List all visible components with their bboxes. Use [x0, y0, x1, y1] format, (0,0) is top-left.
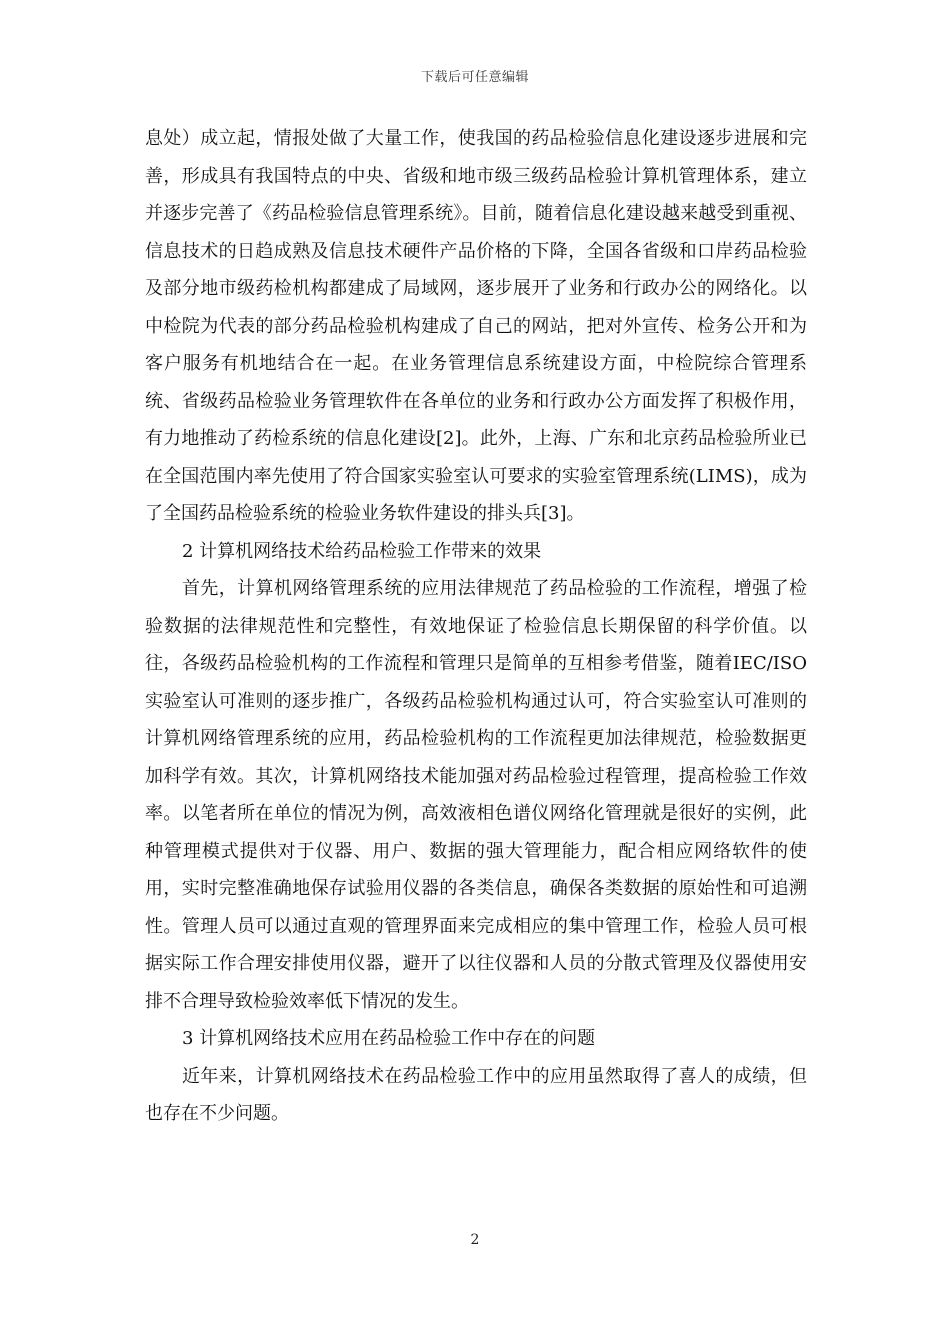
page-header: 下载后可任意编辑: [420, 70, 529, 85]
section-heading-3: 3 计算机网络技术应用在药品检验工作中存在的问题: [182, 1028, 596, 1049]
document-body: [145, 120, 807, 1133]
section-heading-2: 2 计算机网络技术给药品检验工作带来的效果: [182, 540, 542, 562]
page-number: 2: [470, 1232, 480, 1248]
paragraph-section-2: 首先，计算机网络管理系统的应用法律规范了药品检验的工作流程，增强了检验数据的法律规范性和完整性，有效地保证了检验信息长期保留的科学价值。以往，各级药品检验机构的工作流程和管理只是简单的互相参考借鉴，随着IEC/ISO实验室认可准则的逐步推广，各级药品检验机构通过认可，符合实验室认可准则的计算机网络管理系统的应用，药品检验机构的工作流程更加法律规范，检验数据更加科学有效。其次，计算机网络技术能加强对药品检验过程管理，提高检验工作效率。以笔者所在单位的情况为例，高效液相色谱仪网络化管理就是很好的实例，此种管理模式提供对于仪器、用户、数据的强大管理能力，配合相应网络软件的使用，实时完整准确地保存试验用仪器的各类信息，确保各类数据的原始性和可追溯性。管理人员可以通过直观的管理界面来完成相应的集中管理工作，检验人员可根据实际工作合理安排使用仪器，避开了以往仪器和人员的分散式管理及仪器使用安排不合理导致检验效率低下情况的发生。: [145, 578, 807, 1012]
paragraph-section-3: 近年来，计算机网络技术在药品检验工作中的应用虽然取得了喜人的成绩，但也存在不少问题。: [145, 1065, 807, 1124]
paragraph-continued: 息处）成立起，情报处做了大量工作，使我国的药品检验信息化建设逐步进展和完善，形成具有我国特点的中央、省级和地市级三级药品检验计算机管理体系，建立并逐步完善了《药品检验信息管理系统》。目前，随着信息化建设越来越受到重视、信息技术的日趋成熟及信息技术硬件产品价格的下降，全国各省级和口岸药品检验及部分地市级药检机构都建成了局域网，逐步展开了业务和行政办公的网络化。以中检院为代表的部分药品检验机构建成了自己的网站，把对外宣传、检务公开和为客户服务有机地结合在一起。在业务管理信息系统建设方面，中检院综合管理系统、省级药品检验业务管理软件在各单位的业务和行政办公方面发挥了积极作用，有力地推动了药检系统的信息化建设[2]。此外，上海、广东和北京药品检验所业已在全国范围内率先使用了符合国家实验室认可要求的实验室管理系统(LIMS)，成为了全国药品检验系统的检验业务软件建设的排头兵[3]。: [145, 128, 807, 524]
